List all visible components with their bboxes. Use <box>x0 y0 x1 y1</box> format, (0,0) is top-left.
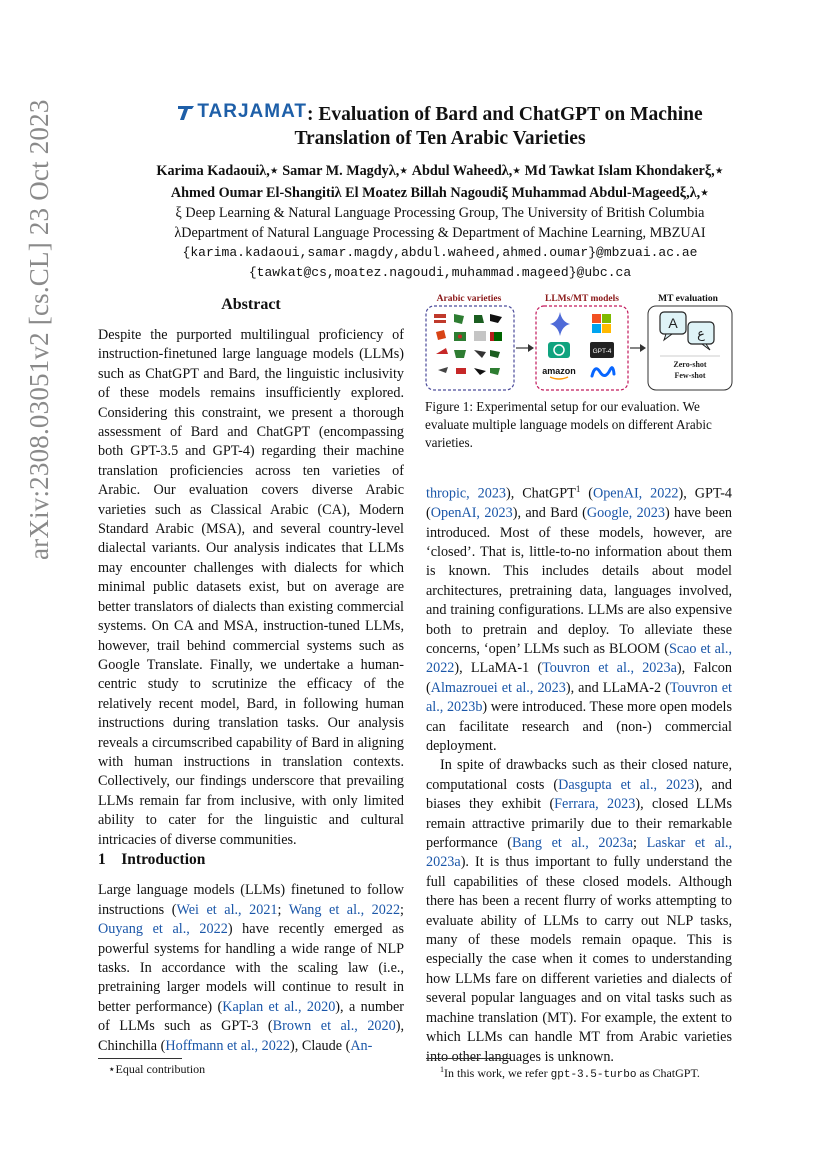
introduction-section <box>98 850 404 1056</box>
citation-link[interactable]: Dasgupta et al., 2023 <box>558 776 695 793</box>
authors-line-1: Karima Kadaouiλ,⋆ Samar M. Magdyλ,⋆ Abdul Waheedλ,⋆ Md Tawkat Islam Khondakerξ,⋆ <box>156 163 724 179</box>
citation-link[interactable]: Wang et al., 2022 <box>288 901 401 918</box>
footnote-rule-right <box>426 1058 510 1059</box>
citation-link[interactable]: Touvron et al., 2023b <box>426 679 732 716</box>
citation-link[interactable]: Wei et al., 2021 <box>176 901 278 918</box>
section-heading-introduction <box>98 850 404 869</box>
citation-link[interactable]: OpenAI, 2022 <box>592 485 679 502</box>
citation-link[interactable]: Laskar et al., 2023a <box>426 835 732 871</box>
title-line-1: : Evaluation of Bard and ChatGPT on Machine <box>307 104 703 125</box>
panel-title-mt-evaluation: MT evaluation <box>658 294 718 304</box>
affiliation-mbzuai: λDepartment of Natural Language Processing & Department of Machine Learning, MBZUAI <box>174 225 706 241</box>
email-ubc: {tawkat@cs,moatez.nagoudi,muhammad.mageed}@ubc.ca <box>248 265 632 280</box>
gpt4-label: GPT-4 <box>592 348 612 355</box>
citation-link[interactable]: Ferrara, 2023 <box>554 796 636 813</box>
figure-1 <box>424 292 734 396</box>
citation-link[interactable]: Almazrouei et al., 2023 <box>430 679 566 696</box>
abstract-text: Despite the purported multilingual proficiency of instruction-finetuned large language models (LLMs) such as ChatGPT and Bard, the linguistic inclusivity of these models remains insufficiently explored. Considering this constraint, we present a thorough assessment of Bard and ChatGPT (encompassing both GPT-3.5 and GPT-4) regarding their machine translation proficiencies across ten varieties of Arabic. Our evaluation covers diverse Arabic varieties such as Classical Arabic (CA), Modern Standard Arabic (MSA), and several country-level dialectal variants. Our analysis indicates that LLMs may encounter challenges with dialects for which minimal public datasets exist, but on average are better translators of dialects than existing commercial systems. On CA and MSA, instruction-tuned LLMs, however, trail behind commercial systems such as Google Translate. Finally, we undertake a human-centric study to scrutinize the efficacy of the relatively recent model, Bard, in following human instructions during translation tasks. Our analysis reveals a circumscribed capability of Bard in aligning with human instructions in translation contexts. Collectively, our findings underscore that prevailing LLMs remain far from inclusive, with only limited ability to cater for the linguistic and cultural intricacies of diverse communities. <box>98 327 404 848</box>
svg-text:ع: ع <box>697 327 705 342</box>
introduction-continued <box>426 480 732 1067</box>
authors-line-2: Ahmed Oumar El-Shangitiλ El Moatez Billah Nagoudiξ Muhammad Abdul-Mageedξ,λ,⋆ <box>170 185 710 201</box>
intro-paragraph-1: Large language models (LLMs) finetuned to follow instructions (Wei et al., 2021; Wang et al., 2022; Ouyang et al., 2022) have recently emerged as powerful systems for handling a wide range of NLP tasks. In accordance with the scaling law (i.e., pretraining larger models will continue to result in better performance) (Kaplan et al., 2020), a number of LLMs such as GPT-3 (Brown et al., 2020), Chinchilla (Hoffmann et al., 2022), Claude (An- <box>98 882 404 1054</box>
affiliation-ubc: ξ Deep Learning & Natural Language Processing Group, The University of British Columbia <box>175 205 705 221</box>
figure-1-caption: Figure 1: Experimental setup for our evaluation. We evaluate multiple language models on different Arabic varieties. <box>425 399 712 450</box>
citation-link[interactable]: Google, 2023 <box>586 505 665 522</box>
section-title: Introduction <box>121 851 206 868</box>
logo-text: TARJAMAT <box>197 101 307 122</box>
footnote-1: $^1$In this work, we refer gpt-3.5-turbo as ChatGPT. <box>440 1065 700 1081</box>
footnote-marker[interactable]: 1 <box>575 484 581 494</box>
gpt4-logo-icon <box>590 342 614 358</box>
intro-paragraph-1-continued: thropic, 2023), ChatGPT$^1$ (OpenAI, 2022), GPT-4 (OpenAI, 2023), and Bard (Google, 2023) have been introduced. Most of these models, however, are ‘closed’. That is, little-to-no information about them is known. This includes details about model architectures, pretraining data, languages involved, and training configurations. LLMs are also expensive both to pretrain and deploy. To alleviate these concerns, ‘open’ LLMs such as BLOOM (Scao et al., 2022), LLaMA-1 (Touvron et al., 2023a), Falcon (Almazrouei et al., 2023), and LLaMA-2 (Touvron et al., 2023b) were introduced. These more open models can facilitate research and (non-) commercial deployment. <box>426 484 733 755</box>
svg-text:A: A <box>668 315 678 331</box>
citation-link[interactable]: Ouyang et al., 2022 <box>98 921 228 938</box>
tarjamat-logo <box>177 100 307 124</box>
panel-title-arabic-varieties: Arabic varieties <box>436 294 502 304</box>
citation-link[interactable]: An- <box>350 1037 373 1054</box>
author-list <box>100 160 780 204</box>
title-line-2: Translation of Ten Arabic Varieties <box>294 128 586 149</box>
tarjamat-logo-icon <box>177 103 195 121</box>
zero-shot-label: Zero-shot <box>673 360 707 369</box>
citation-link[interactable]: thropic, 2023 <box>426 485 507 502</box>
figure-1-diagram <box>424 292 734 396</box>
footnote-rule-left <box>98 1058 182 1059</box>
citation-link[interactable]: Scao et al., 2022 <box>426 640 732 677</box>
amazon-label: amazon <box>542 366 576 376</box>
citation-link[interactable]: Touvron et al., 2023a <box>542 660 677 677</box>
few-shot-label: Few-shot <box>674 371 706 380</box>
section-number: 1 <box>98 851 106 868</box>
arxiv-identifier: arXiv:2308.03051v2 [cs.CL] 23 Oct 2023 <box>24 99 54 560</box>
citation-link[interactable]: OpenAI, 2023 <box>430 505 513 522</box>
abstract-body <box>98 326 404 850</box>
openai-logo-icon <box>548 342 570 358</box>
email-mbzuai: {karima.kadaoui,samar.magdy,abdul.waheed,ahmed.oumar}@mbzuai.ac.ae <box>182 245 698 260</box>
abstract-heading: Abstract <box>221 296 281 313</box>
affiliations <box>100 203 780 283</box>
footnote-equal-contribution: ⋆Equal contribution <box>108 1062 206 1076</box>
panel-title-llms: LLMs/MT models <box>545 294 619 304</box>
paper-title <box>120 100 760 151</box>
citation-link[interactable]: Hoffmann et al., 2022 <box>165 1037 291 1054</box>
citation-link[interactable]: Brown et al., 2020 <box>272 1018 396 1035</box>
citation-link[interactable]: Kaplan et al., 2020 <box>222 998 336 1015</box>
citation-link[interactable]: Bang et al., 2023a <box>512 835 634 852</box>
intro-paragraph-2: In spite of drawbacks such as their closed nature, computational costs (Dasgupta et al., 2023), and biases they exhibit (Ferrara, 2023), closed LLMs remain attractive primarily due to their remarkable performance (Bang et al., 2023a; Laskar et al., 2023a). It is thus important to fully understand the full capabilities of these closed models. Although there has been a recent flurry of works attempting to evaluate ability of LLMs to carry out NLP tasks, many of these models remain opaque. This is especially the case when it comes to understanding how LLMs fare on different varieties and dialects of several popular languages and on vital tasks such as machine translation (MT). For example, the extent to which LLMs can handle MT from Arabic varieties into other languages is unknown. <box>426 757 732 1065</box>
